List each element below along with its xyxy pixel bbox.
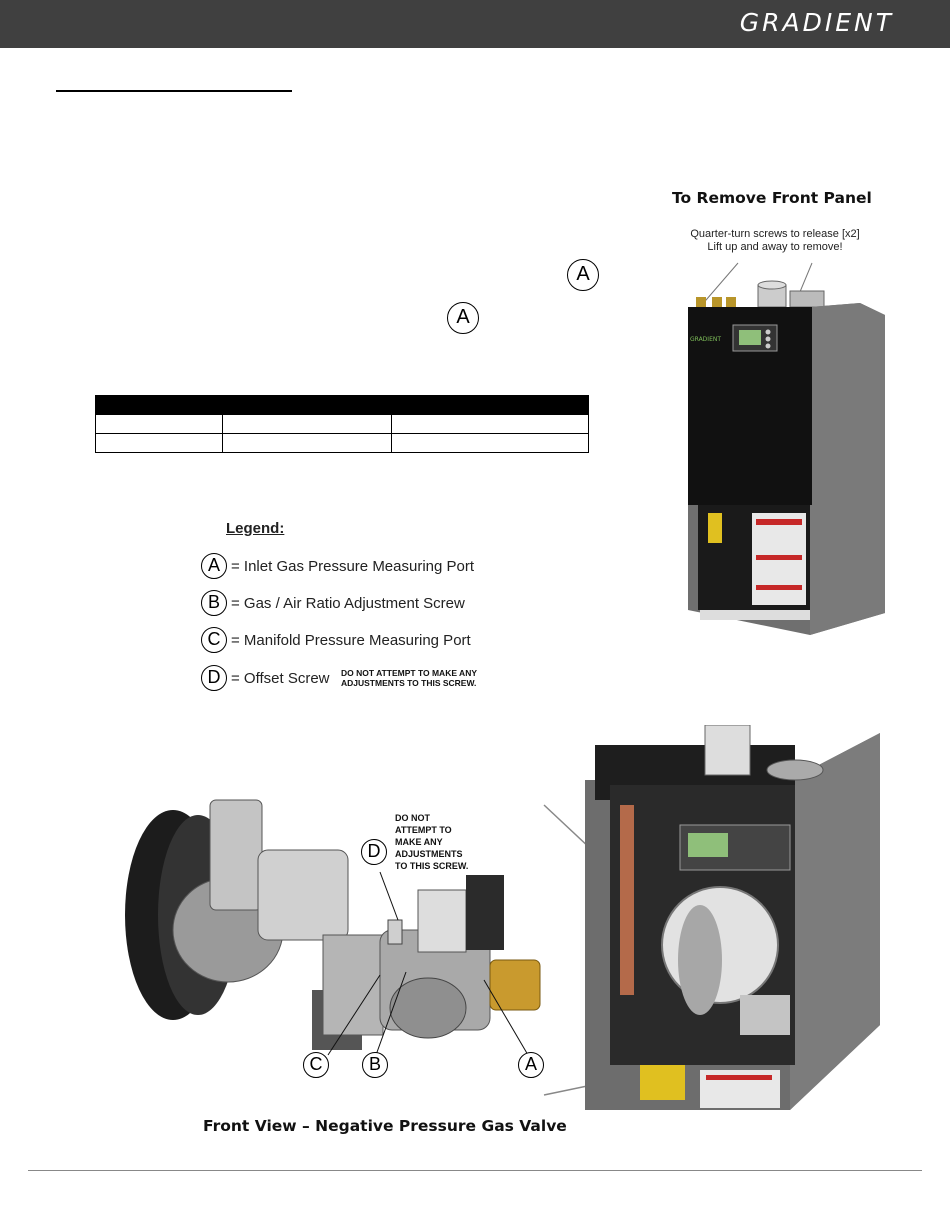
- legend-key-b: B: [201, 590, 227, 616]
- legend-text-d: = Offset Screw: [231, 669, 330, 687]
- legend-text-b: = Gas / Air Ratio Adjustment Screw: [231, 594, 465, 612]
- legend-warning: [341, 668, 477, 688]
- legend-text-a: = Inlet Gas Pressure Measuring Port: [231, 557, 475, 575]
- valve-warning-line: ADJUSTMENTS: [395, 849, 463, 859]
- valve-warning-line: MAKE ANY: [395, 837, 443, 847]
- valve-label-a: A: [518, 1052, 544, 1078]
- front-panel-note: [665, 228, 885, 254]
- legend-warning-line2: ADJUSTMENTS TO THIS SCREW.: [341, 678, 477, 688]
- legend-key-a: A: [201, 553, 227, 579]
- footer-divider: [28, 1170, 922, 1171]
- legend-key-d: D: [201, 665, 227, 691]
- legend-item-d: [201, 665, 330, 691]
- boiler-closed-illustration: [660, 255, 900, 640]
- boiler-open-illustration: [540, 725, 885, 1115]
- legend-text-c: = Manifold Pressure Measuring Port: [231, 631, 471, 649]
- inline-marker-a-2: A: [447, 302, 479, 334]
- brand-logo: GRADIENT: [739, 8, 894, 37]
- table-row: [96, 434, 589, 453]
- table-header-row: [96, 396, 589, 415]
- legend-warning-line1: DO NOT ATTEMPT TO MAKE ANY: [341, 668, 477, 678]
- legend-item-c: [201, 627, 471, 653]
- boiler-badge: GRADIENT: [690, 336, 722, 343]
- heading-underline: [56, 90, 292, 92]
- valve-warning-line: TO THIS SCREW.: [395, 861, 469, 871]
- front-panel-title: To Remove Front Panel: [672, 189, 872, 207]
- table-row: [96, 415, 589, 434]
- spec-table: [95, 395, 589, 453]
- valve-label-c: C: [303, 1052, 329, 1078]
- valve-warning: [395, 812, 468, 872]
- header-bar: [0, 0, 950, 48]
- legend-item-b: [201, 590, 465, 616]
- front-panel-note-line1: Quarter-turn screws to release [x2]: [690, 228, 860, 240]
- inline-marker-a-1: A: [567, 259, 599, 291]
- front-panel-note-line2: Lift up and away to remove!: [707, 241, 843, 253]
- legend-item-a: [201, 553, 474, 579]
- valve-label-d: D: [361, 839, 387, 865]
- valve-caption: Front View – Negative Pressure Gas Valve: [203, 1117, 567, 1135]
- legend-title: Legend:: [226, 520, 285, 537]
- valve-warning-line: DO NOT: [395, 813, 430, 823]
- legend-key-c: C: [201, 627, 227, 653]
- gas-valve-illustration: [118, 780, 558, 1080]
- valve-label-b: B: [362, 1052, 388, 1078]
- valve-warning-line: ATTEMPT TO: [395, 825, 452, 835]
